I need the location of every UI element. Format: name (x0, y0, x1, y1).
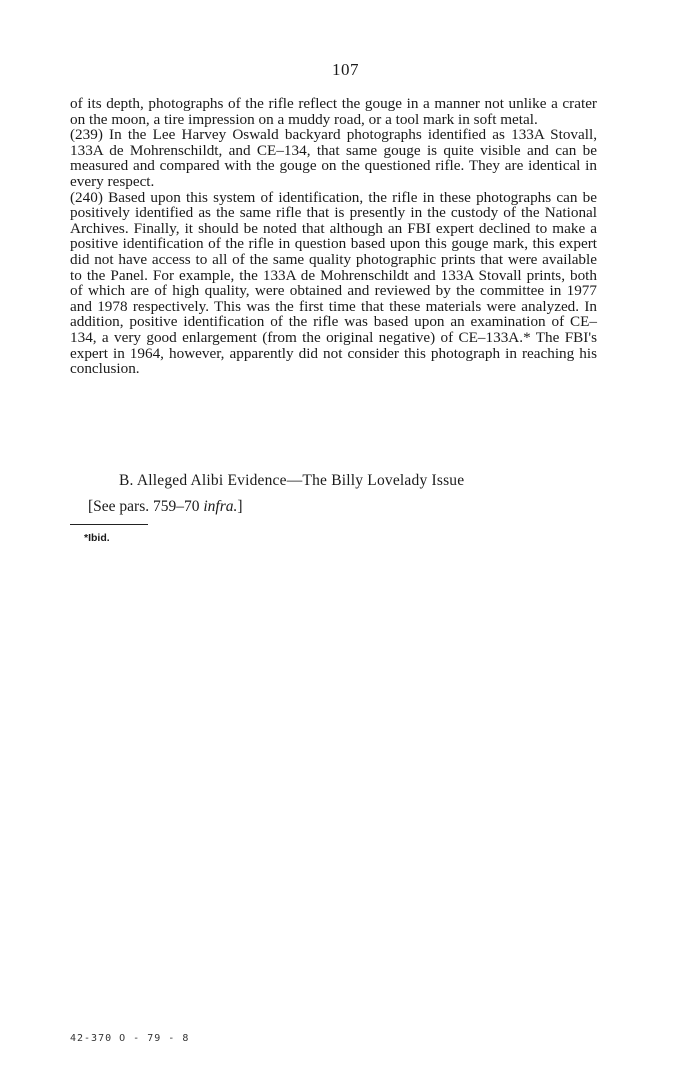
cross-reference-suffix: ] (237, 498, 243, 515)
footnote-divider (70, 524, 148, 525)
cross-reference-italic: infra. (203, 498, 238, 515)
cross-reference-prefix: [See pars. 759–70 (88, 498, 204, 515)
print-code: 42-370 O - 79 - 8 (70, 1033, 190, 1044)
section-heading: B. Alleged Alibi Evidence—The Billy Lovelady Issue (119, 472, 465, 489)
cross-reference (88, 498, 243, 516)
paragraph-continuation: of its depth, photographs of the rifle reflect the gouge in a manner not unlike a crater on the moon, a tire impression on a muddy road, or a tool mark in soft metal. (70, 95, 597, 128)
page-number: 107 (332, 60, 359, 79)
body-text (70, 96, 597, 377)
footnote: *Ibid. (84, 532, 110, 544)
paragraph-240: (240) Based upon this system of identification, the rifle in these photographs can be positively identified as the same rifle that is presently in the custody of the National Archives. Finally, it should be noted that although an FBI expert declined to make a positive identification of the rifle in question based upon this gouge mark, this expert did not have access to all of the same quality photographic prints that were available to the Panel. For example, the 133A de Mohrenschildt and 133A Stovall prints, both of which are of high quality, were obtained and reviewed by the committee in 1977 and 1978 respectively. This was the first time that these materials were analyzed. In addition, positive identification of the rifle was based upon an examination of CE–134, a very good enlargement (from the original negative) of CE–133A.* The FBI's expert in 1964, however, apparently did not consider this photograph in reaching his conclusion. (70, 188, 597, 378)
paragraph-239: (239) In the Lee Harvey Oswald backyard photographs identified as 133A Stovall, 133A de Mohrenschildt, and CE–134, that same gouge is quite visible and can be measured and compared with the gouge on the questioned rifle. They are identical in every respect. (70, 126, 597, 190)
